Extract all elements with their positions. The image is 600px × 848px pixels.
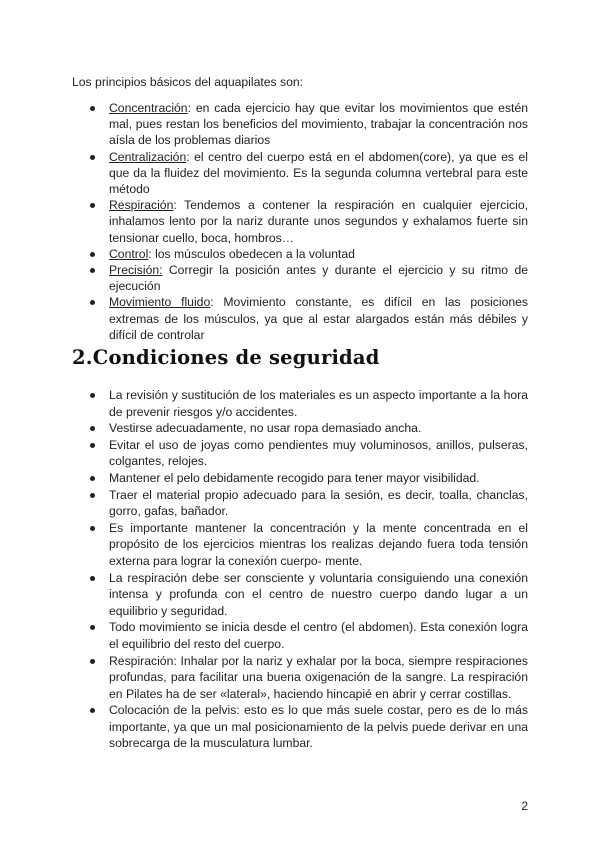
principle-text: : el centro del cuerpo está en el abdomen(core), ya que es el que da la fluidez del movimiento. Es la segunda columna vertebral para este método (109, 149, 528, 197)
list-item (72, 470, 528, 487)
list-item (72, 100, 528, 149)
bullet-icon (90, 659, 95, 664)
list-item (72, 487, 528, 520)
principle-term: Centralización (109, 149, 187, 164)
safety-text: Es importante mantener la concentración y la mente concentrada en el propósito de los ejercicios mientras los realizas dejando fuera toda tensión externa para lograr la conexión cuerpo- mente. (109, 520, 528, 568)
list-item (72, 262, 528, 294)
principle-term: Respiración (109, 198, 174, 213)
safety-text: Mantener el pelo debidamente recogido para tener mayor visibilidad. (109, 470, 480, 485)
safety-text: Todo movimiento se inicia desde el centro (el abdomen). Esta conexión logra el equilibrio del resto del cuerpo. (109, 620, 528, 651)
bullet-icon (90, 426, 95, 431)
bullet-icon (90, 268, 95, 273)
safety-text: La revisión y sustitución de los materiales es un aspecto importante a la hora de prevenir riesgos y/o accidentes. (109, 388, 528, 419)
bullet-icon (90, 393, 95, 398)
page-number: 2 (521, 799, 528, 813)
bullet-icon (90, 625, 95, 630)
list-item (72, 437, 528, 470)
principle-text: : Tendemos a contener la respiración en cualquier ejercicio, inhalamos lento por la nariz durante unos segundos y exhalamos fuerte sin tensionar cuello, boca, hombros… (109, 198, 528, 245)
bullet-icon (90, 493, 95, 498)
section-heading: 2.Condiciones de seguridad (72, 346, 380, 369)
principle-text: Corregir la posición antes y durante el ejercicio y su ritmo de ejecución (109, 263, 528, 294)
list-item (72, 520, 528, 570)
principle-term: Concentración (109, 101, 188, 115)
list-item (72, 149, 528, 198)
safety-text: Evitar el uso de joyas como pendientes muy voluminosos, anillos, pulseras, colgantes, relojes. (109, 437, 528, 469)
bullet-icon (90, 106, 95, 111)
bullet-icon (90, 476, 95, 481)
list-item (72, 702, 528, 752)
principle-text: : Movimiento constante, es difícil en las posiciones extremas de los músculos, ya que al estar alargados están más débiles y difícil de controlar (109, 295, 528, 342)
list-item (72, 294, 528, 343)
principle-term: Precisión: (109, 263, 163, 278)
bullet-icon (90, 526, 95, 531)
principle-text: : los músculos obedecen a la voluntad (148, 246, 355, 261)
principle-text: : en cada ejercicio hay que evitar los movimientos que estén mal, pues restan los beneficios del movimiento, trabajar la concentración nos aísla de los problemas diarios (109, 101, 528, 148)
safety-list (72, 387, 528, 752)
bullet-icon (90, 300, 95, 305)
bullet-icon (90, 708, 95, 713)
safety-text: Respiración: Inhalar por la nariz y exhalar por la boca, siempre respiraciones profundas, para facilitar una buena oxigenación de la sangre. La respiración en Pilates ha de ser «lateral», haciendo hincapié en abrir y cerrar costillas. (109, 653, 528, 701)
list-item (72, 420, 528, 437)
principles-list (72, 100, 528, 343)
intro-text: Los principios básicos del aquapilates son: (72, 75, 304, 89)
safety-text: Colocación de la pelvis: esto es lo que más suele costar, pero es de lo más importante, ya que un mal posicionamiento de la pelvis puede derivar en una sobrecarga de la musculatura lumbar. (109, 703, 528, 751)
bullet-icon (90, 155, 95, 160)
list-item (72, 653, 528, 703)
bullet-icon (90, 203, 95, 208)
principle-term: Movimiento fluido (109, 295, 211, 310)
list-item (72, 197, 528, 246)
safety-text: Traer el material propio adecuado para la sesión, es decir, toalla, chanclas, gorro, gafas, bañador. (109, 487, 528, 519)
bullet-icon (90, 252, 95, 257)
list-item (72, 387, 528, 420)
safety-text: La respiración debe ser consciente y voluntaria consiguiendo una conexión intensa y profunda con el centro de nuestro cuerpo dando lugar a un equilibrio y seguridad. (109, 570, 528, 618)
list-item (72, 246, 528, 262)
bullet-icon (90, 443, 95, 448)
list-item (72, 570, 528, 620)
bullet-icon (90, 576, 95, 581)
safety-text: Vestirse adecuadamente, no usar ropa demasiado ancha. (109, 421, 422, 436)
principle-term: Control (109, 246, 149, 261)
list-item (72, 619, 528, 652)
